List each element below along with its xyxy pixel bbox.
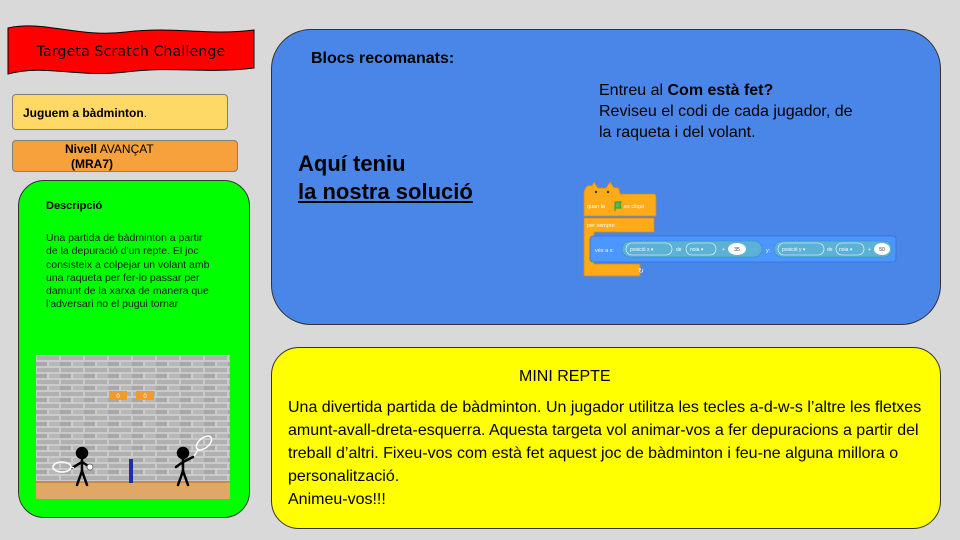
flag-title: Targeta Scratch Challenge xyxy=(36,44,226,60)
game-preview-image xyxy=(36,355,230,499)
level-code: (MRA7) xyxy=(71,157,113,171)
level-box xyxy=(12,140,238,172)
mini-challenge-heading: MINI REPTE xyxy=(519,368,611,385)
forever-label: per sempre xyxy=(587,223,615,229)
how-its-made-label: Com està fet? xyxy=(667,82,774,99)
offset-y-value: 50 xyxy=(879,247,885,253)
solution-text[interactable] xyxy=(298,150,473,206)
pos-x-reporter: posició x ▾ xyxy=(630,247,654,253)
mini-challenge-body: Una divertida partida de bàdminton. Un jugador utilitza les tecles a-d-w-s l’altre les fletxes amunt-avall-dreta-esquerra. Aquesta targeta vol animar-vos a fer depuracions a partir del treball d’altri. Fixeu-vos com està fet aquest joc de bàdminton i feu-ne alguna millora o personalització. xyxy=(288,399,922,485)
solution-link[interactable]: la nostra solució xyxy=(298,179,473,204)
solution-line-1[interactable]: Aquí teniu xyxy=(298,151,406,176)
scratch-code-image xyxy=(580,180,900,280)
level-label: Nivell xyxy=(65,142,98,156)
of-label-2: de xyxy=(827,247,833,253)
blocks-heading: Blocs recomanats: xyxy=(311,50,455,67)
card-title-box xyxy=(12,94,228,130)
hat-label: quan la xyxy=(587,204,606,210)
mini-challenge-text xyxy=(288,396,938,511)
enter-instructions xyxy=(599,80,859,143)
enter-prefix: Entreu al xyxy=(599,82,668,99)
mini-challenge-cheer: Animeu-vos!!! xyxy=(288,491,386,508)
score-left: 0 xyxy=(116,394,120,400)
level-value: AVANÇAT xyxy=(97,142,154,156)
plus-operator-2: + xyxy=(868,247,871,253)
plus-operator-1: + xyxy=(722,247,725,253)
description-heading: Descripció xyxy=(46,200,103,212)
loop-arrow-icon: ↻ xyxy=(638,268,644,275)
description-text: Una partida de bàdminton a partir de la depuració d'un repte. El joc consisteix a colpejar un volant amb una raqueta per fer-lo passar per damunt de la xarxa de manera que l'adversari no el pugui tornar xyxy=(46,232,210,311)
offset-x-value: 35 xyxy=(734,247,740,253)
of-label-1: de xyxy=(676,247,682,253)
go-to-label: vés a x: xyxy=(595,248,614,254)
enter-rest: Reviseu el codi de cada jugador, de la raqueta i del volant. xyxy=(599,103,853,141)
card-title: Juguem a bàdminton xyxy=(23,106,144,120)
hat-suffix: es cliqui xyxy=(624,204,644,210)
card-title-suffix: . xyxy=(143,106,148,120)
y-label: y: xyxy=(766,248,771,254)
pos-y-reporter: posició y ▾ xyxy=(782,247,806,253)
sprite-dropdown-2: noia ▾ xyxy=(839,247,853,253)
sprite-dropdown-1: noia ▾ xyxy=(690,247,704,253)
score-right: 0 xyxy=(143,394,147,400)
